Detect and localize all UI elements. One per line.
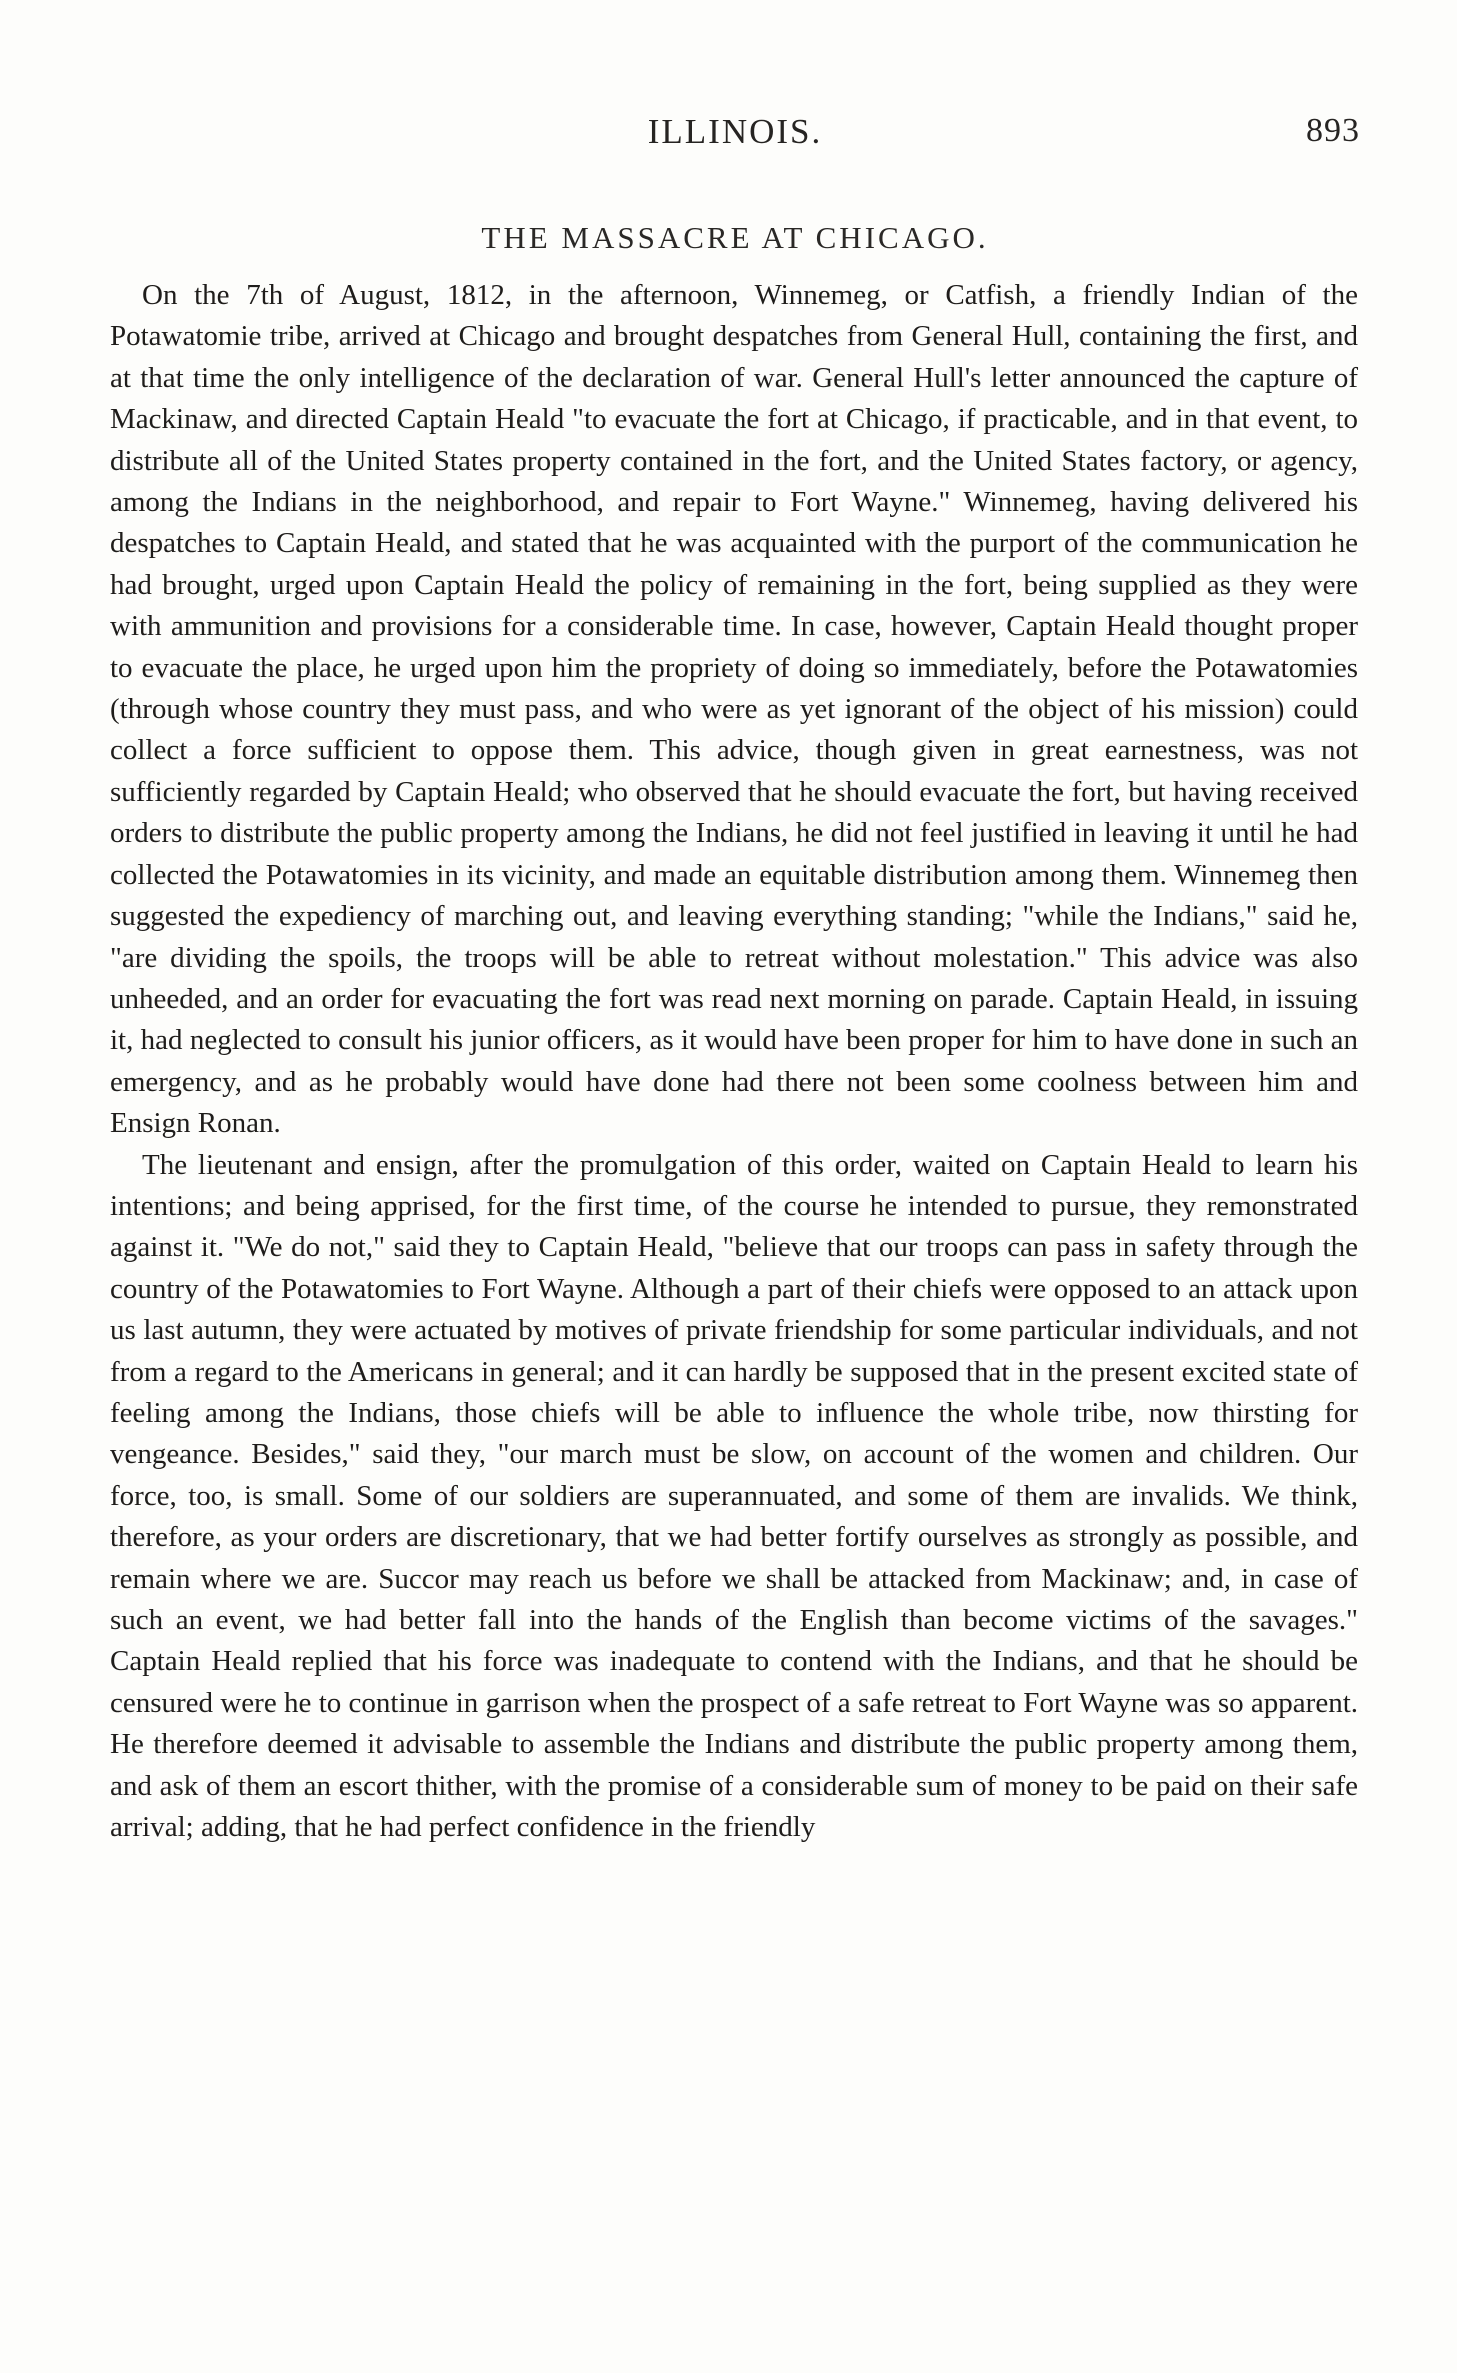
paragraph-1: On the 7th of August, 1812, in the afternoon, Winnemeg, or Catfish, a friendly Indian of the Potawatomie tribe, arrived at Chicago and brought despatches from General Hull, containing the first, and at that time the only intelligence of the declaration of war. General Hull's letter announced the capture of Mackinaw, and directed Captain Heald "to evacuate the fort at Chicago, if practicable, and in that event, to distribute all of the United States property contained in the fort, and the United States factory, or agency, among the Indians in the neighborhood, and repair to Fort Wayne." Winnemeg, having delivered his despatches to Captain Heald, and stated that he was acquainted with the purport of the communication he had brought, urged upon Captain Heald the policy of remaining in the fort, being supplied as they were with ammunition and provisions for a considerable time. In case, however, Captain Heald thought proper to evacuate the place, he urged upon him the propriety of doing so immediately, before the Potawatomies (through whose country they must pass, and who were as yet ignorant of the object of his mission) could collect a force sufficient to oppose them. This advice, though given in great earnestness, was not sufficiently regarded by Captain Heald; who observed that he should evacuate the fort, but having received orders to distribute the public property among the Indians, he did not feel justified in leaving it until he had collected the Potawatomies in its vicinity, and made an equitable distribution among them. Winnemeg then suggested the expediency of marching out, and leaving everything standing; "while the Indians," said he, "are dividing the spoils, the troops will be able to retreat without molestation." This advice was also unheeded, and an order for evacuating the fort was read next morning on parade. Captain Heald, in issuing it, had neglected to consult his junior officers, as it would have been proper for him to have done in such an emergency, and as he probably would have done had there not been some coolness between him and Ensign Ronan.: [110, 279, 1358, 1140]
running-title: ILLINOIS.: [647, 112, 823, 151]
article-body: [110, 275, 1358, 1848]
running-head: [110, 112, 1360, 156]
page-number: 893: [1306, 112, 1360, 149]
paragraph-2: The lieutenant and ensign, after the promulgation of this order, waited on Captain Heald to learn his intentions; and being apprised, for the first time, of the course he intended to pursue, they remonstrated against it. "We do not," said they to Captain Heald, "believe that our troops can pass in safety through the country of the Potawatomies to Fort Wayne. Although a part of their chiefs were opposed to an attack upon us last autumn, they were actuated by motives of private friendship for some particular individuals, and not from a regard to the Americans in general; and it can hardly be supposed that in the present excited state of feeling among the Indians, those chiefs will be able to influence the whole tribe, now thirsting for vengeance. Besides," said they, "our march must be slow, on account of the women and children. Our force, too, is small. Some of our soldiers are superannuated, and some of them are invalids. We think, therefore, as your orders are discretionary, that we had better fortify ourselves as strongly as possible, and remain where we are. Succor may reach us before we shall be attacked from Mackinaw; and, in case of such an event, we had better fall into the hands of the English than become victims of the savages." Captain Heald replied that his force was inadequate to contend with the Indians, and that he should be censured were he to continue in garrison when the prospect of a safe retreat to Fort Wayne was so apparent. He therefore deemed it advisable to assemble the Indians and distribute the public property among them, and ask of them an escort thither, with the promise of a considerable sum of money to be paid on their safe arrival; adding, that he had perfect confidence in the friendly: [110, 1148, 1358, 1844]
article-title: THE MASSACRE AT CHICAGO.: [481, 220, 989, 255]
